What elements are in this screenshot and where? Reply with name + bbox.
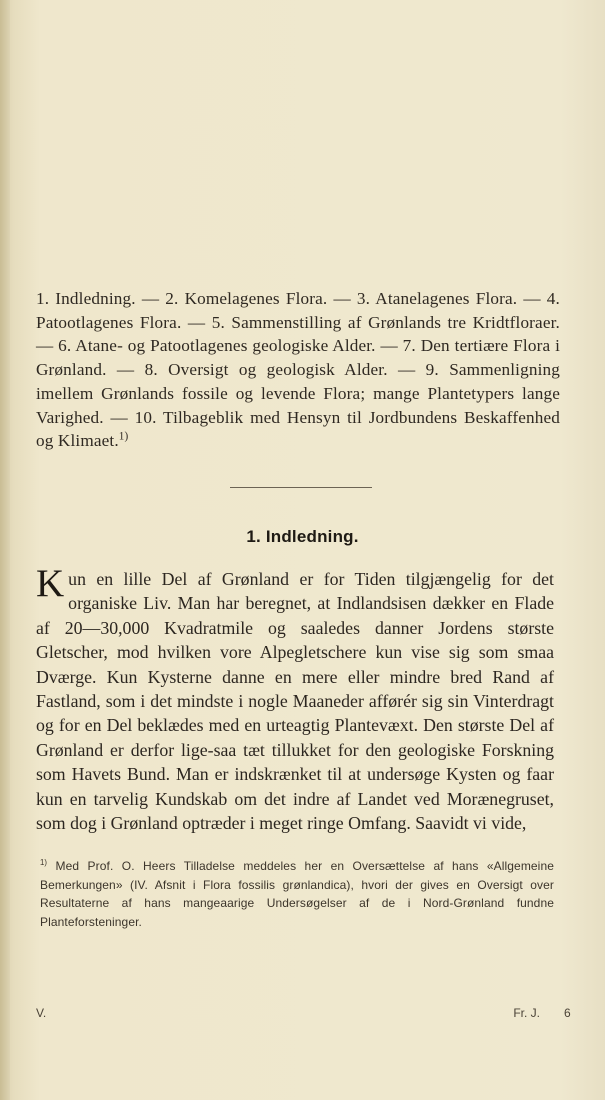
footnote-signature: Fr. J.	[513, 1006, 540, 1020]
signature-number: 6	[564, 1006, 571, 1020]
paragraph-text: un en lille Del af Grønland er for Tiden tilgjængelig for det organiske Liv. Man har beregnet, at Indlandsisen dækker en Flade af 20—30,000 Kvadratmile og saaledes danner Jordens største Gletscher, mod hvilken vore Alpegletschere kun vise sig som smaa Dværge. Kun Kysterne danne en mere eller mindre bred Rand af Fastland, som i det mindste i nogle Maaneder afførér sig sin Vinterdragt og for en Del beklædes med en urteagtig Plantevæxt. Den største Del af Grønland er derfor lige-saa tæt tillukket for den geologiske Forskning som Havets Bund. Man er indskrænket til at undersøge Kysten og faar kun en tarvelig Kundskab om det indre af Landet ved Morænegruset, som dog i Grønland optræder i meget ringe Omfang. Saavidt vi vide,	[36, 569, 554, 834]
table-of-contents	[36, 287, 560, 453]
footnote-mark: 1)	[40, 858, 48, 867]
drop-cap: K	[36, 562, 65, 605]
footnote	[40, 857, 554, 931]
body-paragraph	[36, 562, 554, 835]
contents-footnote-mark: 1)	[118, 430, 129, 443]
contents-text: 1. Indledning. — 2. Komelagenes Flora. — 3. Atanelagenes Flora. — 4. Patootlagenes Flora. — 5. Sammenstilling af Grønlands tre Kridtfloraer. — 6. Atane- og Patootlagenes geologiske Alder. — 7. Den tertiære Flora i Grønland. — 8. Oversigt og geologisk Alder. — 9. Sammenligning imellem Grønlands fossile og levende Flora; mange Plantetypers lange Varighed. — 10. Tilbageblik med Hensyn til Jordbundens Beskaffenhed og Klimaet.	[36, 289, 560, 451]
section-divider	[230, 487, 372, 488]
volume-mark: V.	[36, 1006, 47, 1020]
footnote-text: Med Prof. O. Heers Tilladelse meddeles her en Oversættelse af hans «Allgemeine Bemerkungen» (IV. Afsnit i Flora fossilis grønlandica), hvori der gives en Oversigt over Resultaterne af hans mangeaarige Undersøgelser af de i Nord-Grønland fundne Planteforsteninger.	[40, 859, 554, 929]
section-heading: 1. Indledning.	[246, 527, 359, 546]
page-binding-edge	[0, 0, 10, 1100]
